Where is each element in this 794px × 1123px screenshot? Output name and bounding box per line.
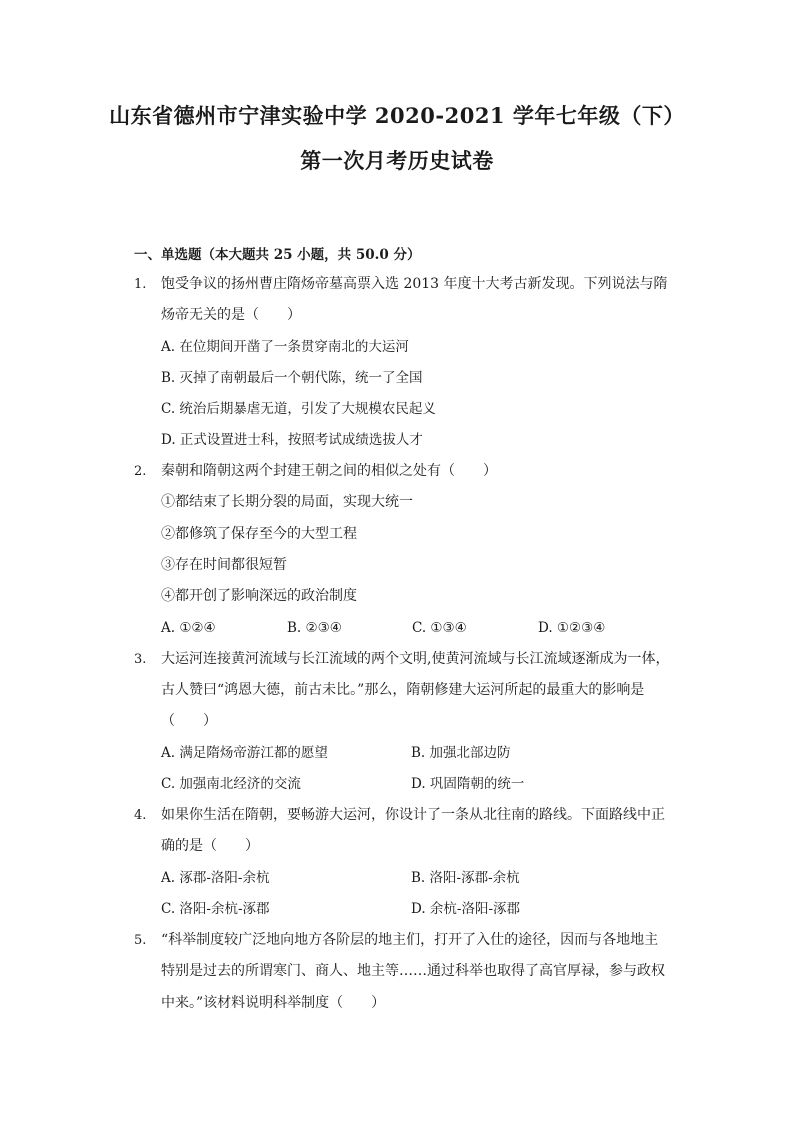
- answer-option[interactable]: D. 巩固隋朝的统一: [411, 776, 525, 792]
- answer-option[interactable]: A. 在位期间开凿了一条贯穿南北的大运河: [161, 339, 409, 355]
- question-stem-line: 特别是过去的所谓寒门、商人、地主等……通过科举也取得了高官厚禄，参与政权: [161, 963, 665, 979]
- answer-option[interactable]: B. 灭掉了南朝最后一个朝代陈，统一了全国: [161, 370, 423, 386]
- answer-option[interactable]: A. 涿郡-洛阳-余杭: [161, 870, 270, 886]
- question-stem-line: 炀帝无关的是（ ）: [161, 307, 301, 323]
- answer-option[interactable]: C. 洛阳-余杭-涿郡: [161, 901, 270, 917]
- answer-option[interactable]: A. 满足隋炀帝游江都的愿望: [161, 745, 328, 761]
- section-heading: 一、单选题（本大题共 25 小题，共 50.0 分）: [134, 247, 421, 263]
- answer-option[interactable]: D. 余杭-洛阳-涿郡: [411, 901, 521, 917]
- answer-option[interactable]: B. 加强北部边防: [411, 745, 511, 761]
- answer-option[interactable]: C. ①③④: [412, 620, 467, 636]
- answer-option[interactable]: D. 正式设置进士科，按照考试成绩选拔人才: [161, 432, 423, 448]
- answer-option[interactable]: C. 统治后期暴虐无道，引发了大规模农民起义: [161, 401, 436, 417]
- question-stem-line: ①都结束了长期分裂的局面，实现大统一: [161, 494, 413, 510]
- question-stem-line: ④都开创了影响深远的政治制度: [161, 588, 357, 604]
- exam-title-line-1: 山东省德州市宁津实验中学 2020-2021 学年七年级（下）: [109, 103, 685, 128]
- question-stem-line: 大运河连接黄河流域与长江流域的两个文明,使黄河流域与长江流域逐渐成为一体，: [161, 651, 670, 667]
- exam-title-line-2: 第一次月考历史试卷: [300, 148, 494, 173]
- question-stem-line: ③存在时间都很短暂: [161, 557, 287, 573]
- answer-option[interactable]: B. ②③④: [287, 620, 342, 636]
- question-stem-line: 古人赞曰“鸿恩大德，前古未比。”那么，隋朝修建大运河所起的最重大的影响是: [161, 682, 645, 698]
- question-stem-line: “科举制度较广泛地向地方各阶层的地主们，打开了入仕的途径，因而与各地地主: [161, 932, 659, 948]
- question-stem-line: 确的是（ ）: [161, 838, 259, 854]
- question-stem-line: 秦朝和隋朝这两个封建王朝之间的相似之处有（ ）: [161, 463, 497, 479]
- question-stem-line: 饱受争议的扬州曹庄隋炀帝墓高票入选 2013 年度十大考古新发现。下列说法与隋: [161, 276, 668, 292]
- answer-option[interactable]: D. ①②③④: [538, 620, 606, 636]
- answer-option[interactable]: A. ①②④: [161, 620, 216, 636]
- question-number: 1.: [134, 277, 147, 292]
- question-stem-line: （ ）: [161, 713, 217, 729]
- question-stem-line: 中来。”该材料说明科举制度（ ）: [161, 995, 386, 1011]
- question-number: 4.: [134, 808, 147, 823]
- answer-option[interactable]: B. 洛阳-涿郡-余杭: [411, 870, 520, 886]
- question-stem-line: 如果你生活在隋朝，要畅游大运河，你设计了一条从北往南的路线。下面路线中正: [161, 807, 665, 823]
- question-stem-line: ②都修筑了保存至今的大型工程: [161, 526, 357, 542]
- question-number: 2.: [134, 464, 147, 479]
- question-number: 5.: [134, 933, 147, 948]
- question-number: 3.: [134, 652, 147, 667]
- answer-option[interactable]: C. 加强南北经济的交流: [161, 776, 301, 792]
